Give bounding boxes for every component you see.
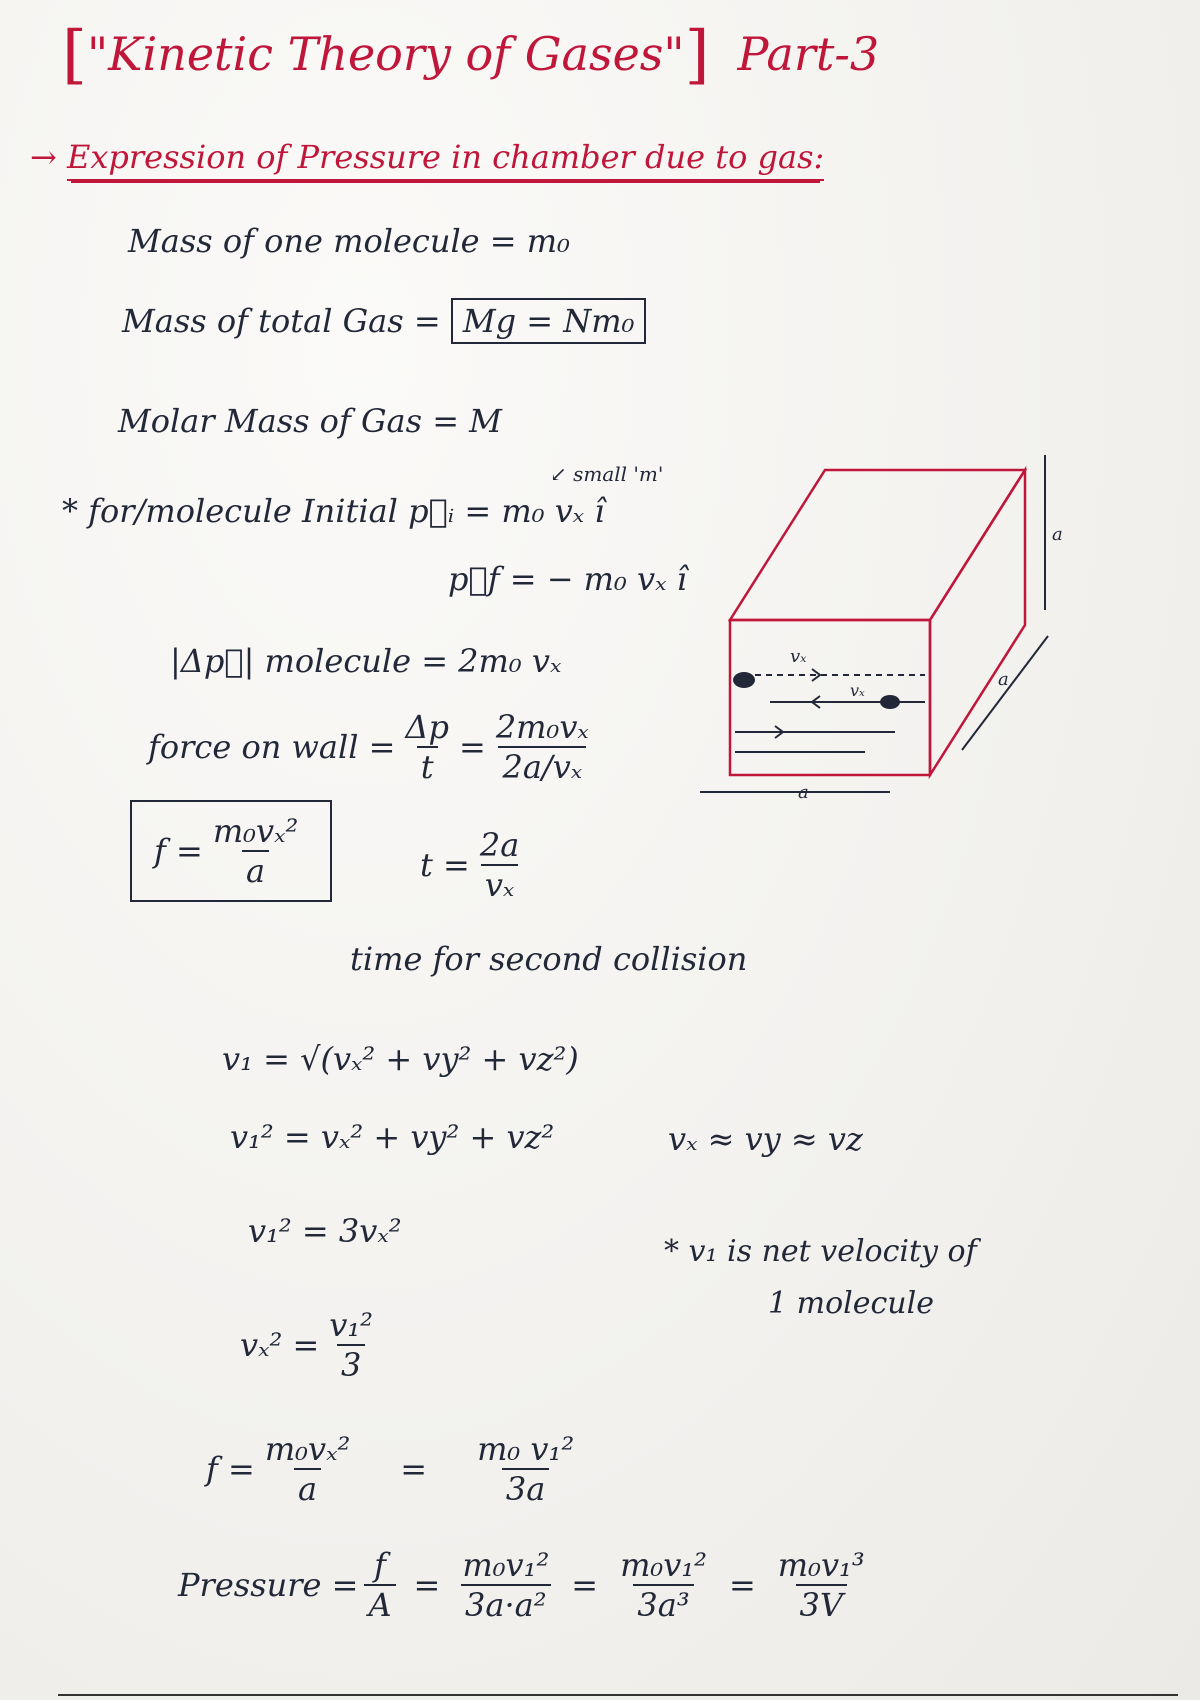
final-momentum: p⃗f = − m₀ vₓ î xyxy=(448,560,687,598)
cube-outline xyxy=(730,470,1025,775)
molecule-icon-returning xyxy=(880,695,900,709)
small-m-note: ↙ small 'm' xyxy=(550,462,664,486)
force-fraction: $\frac{\text{2m₀vₓ}}{\text{2a/vₓ}}$ xyxy=(495,708,589,786)
force-result-box: f = $\frac{\text{m₀vₓ²}}{a}$ xyxy=(130,800,332,902)
label-a-width: a xyxy=(798,782,809,803)
section-heading xyxy=(30,138,824,181)
arrow-icon: → xyxy=(30,138,57,176)
mass-total-gas xyxy=(122,302,646,340)
molecule-icon xyxy=(733,672,755,688)
time-formula: t = $\frac{2a}{\text{vₓ}}$ xyxy=(420,826,520,904)
net-velocity-note-2: 1 molecule xyxy=(768,1286,934,1321)
title-bracket-open: [ xyxy=(62,18,87,92)
dimension-line-depth xyxy=(962,636,1048,750)
label-a-height: a xyxy=(1052,524,1063,545)
label-vx-2: vₓ xyxy=(850,681,865,700)
mass-one-molecule: Mass of one molecule = m₀ xyxy=(128,222,570,260)
velocity-approx: vₓ ≈ vy ≈ vz xyxy=(668,1120,863,1158)
force-fraction-dp-t: $\frac{\Delta p}{t}$ xyxy=(405,708,449,786)
pressure-formula: Pressure = $\frac{f}{A}$ = $\frac{\text{m₀v₁²}}{\text{3a·a²}}$ = $\frac{\text{m₀v₁²}}{\text{3a³}}$ = $\frac{\text{m₀v₁³}}{3V}$ xyxy=(178,1546,865,1624)
v1-sqrt: v₁ = √(vₓ² + vy² + vz²) xyxy=(222,1040,579,1078)
net-velocity-note-1: * v₁ is net velocity of xyxy=(664,1234,977,1269)
v1-3vx: v₁² = 3vₓ² xyxy=(248,1212,402,1250)
initial-momentum: * for/molecule Initial p⃗ᵢ = m₀ vₓ î xyxy=(62,492,605,530)
page-bottom-rule xyxy=(58,1694,1178,1696)
label-a-depth: a xyxy=(998,669,1009,690)
force-substitution: f = $\frac{\text{m₀vₓ²}}{a}$ = $\frac{\text{m₀ v₁²}}{3a}$ xyxy=(206,1430,575,1508)
molar-mass: Molar Mass of Gas = M xyxy=(118,402,502,440)
title-part: Part-3 xyxy=(737,27,880,81)
time-note: time for second collision xyxy=(350,940,748,978)
delta-momentum: |Δp⃗| molecule = 2m₀ vₓ xyxy=(170,642,562,680)
mass-total-label: Mass of total Gas = xyxy=(122,302,441,340)
title-text: "Kinetic Theory of Gases" xyxy=(86,27,685,81)
mass-total-formula: Mg = Nm₀ xyxy=(451,298,647,344)
molecule-paths xyxy=(700,455,1048,792)
page-title xyxy=(62,18,879,92)
section-heading-text: Expression of Pressure in chamber due to gas: xyxy=(67,138,824,181)
gas-chamber-cube-diagram xyxy=(700,440,1080,820)
cube-top-face xyxy=(730,470,1025,620)
v1-squared: v₁² = vₓ² + vy² + vz² xyxy=(230,1118,555,1156)
vx-squared: vₓ² = $\frac{\text{v₁²}}{3}$ xyxy=(240,1306,373,1384)
force-on-wall: force on wall = $\frac{\Delta p}{t}$ = $\frac{\text{2m₀vₓ}}{\text{2a/vₓ}}$ xyxy=(148,708,599,786)
title-bracket-close: ] xyxy=(684,18,710,92)
force-label: force on wall = xyxy=(148,728,396,766)
label-vx-1: vₓ xyxy=(790,646,807,667)
